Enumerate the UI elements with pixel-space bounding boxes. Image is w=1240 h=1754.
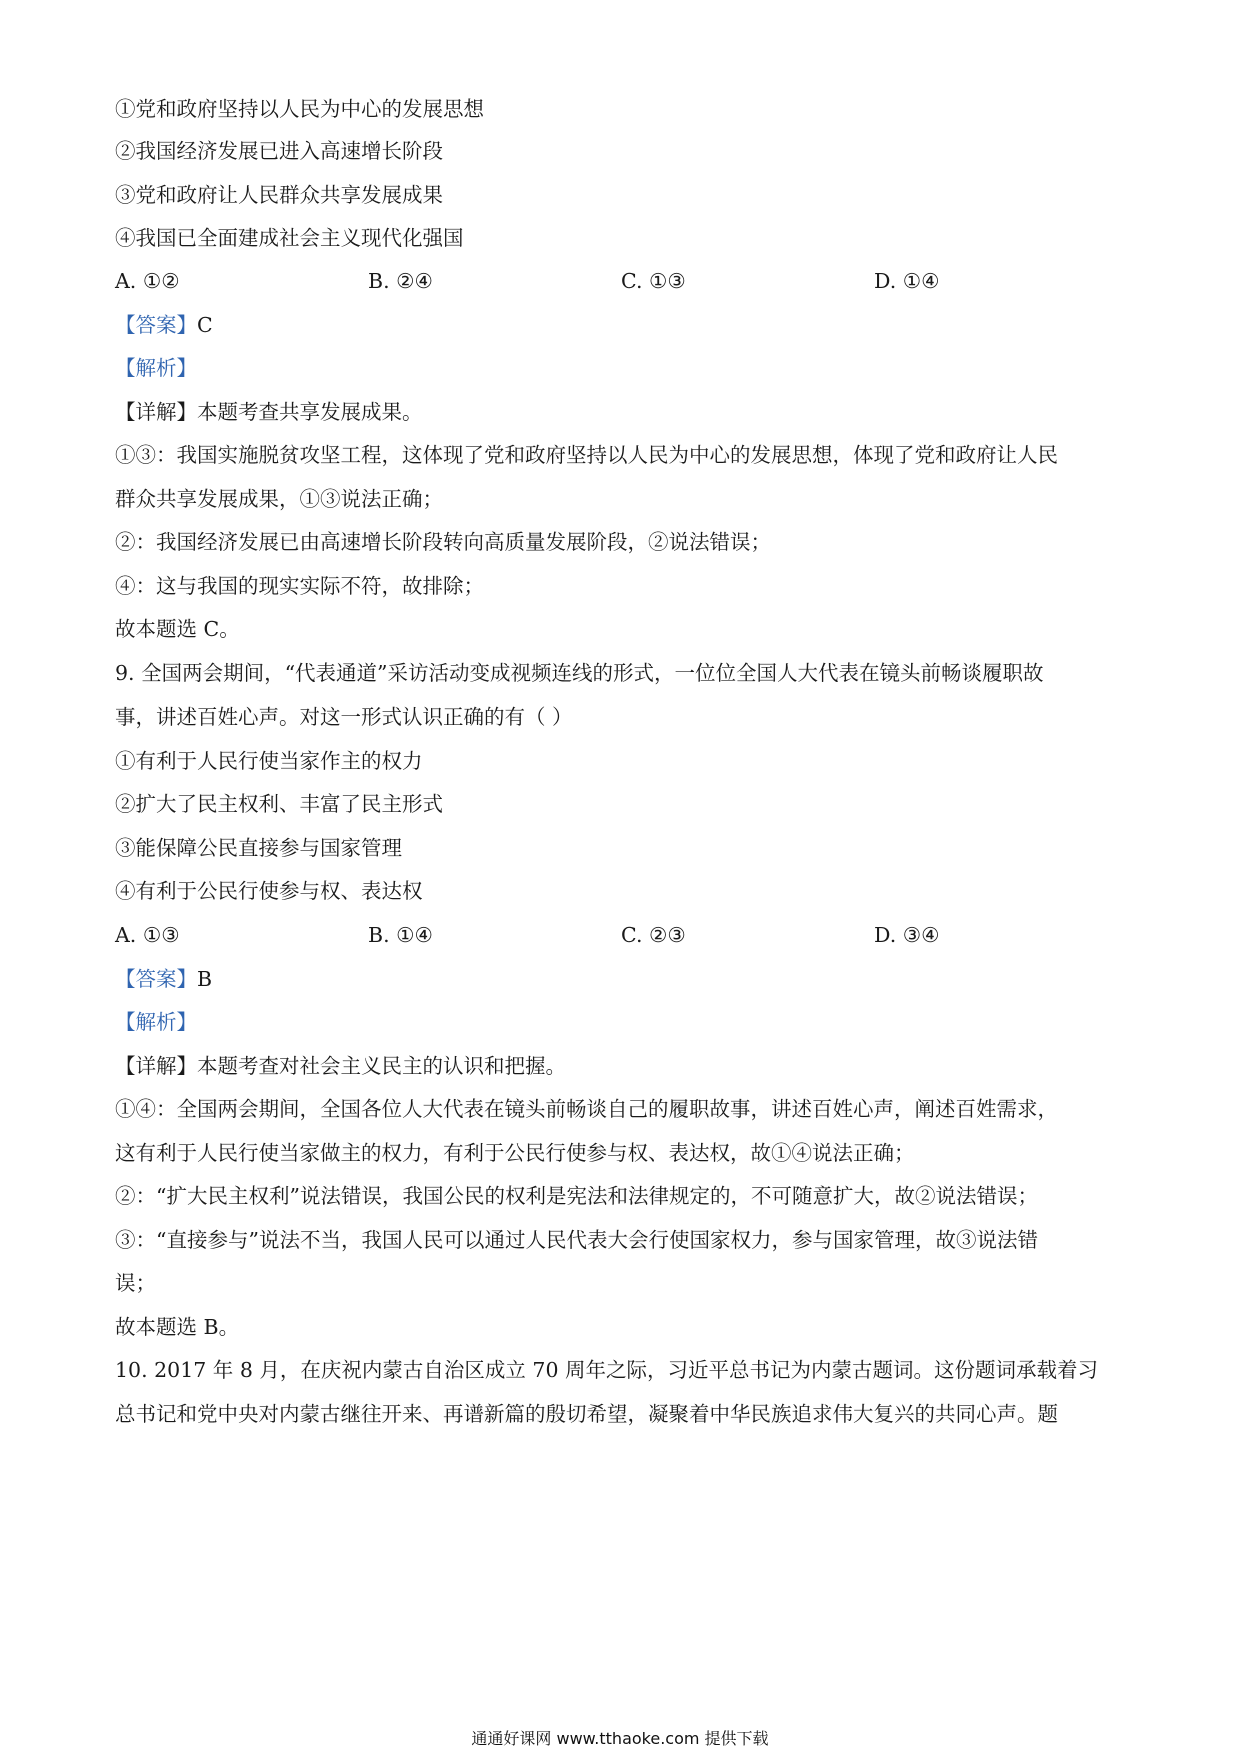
answer-value: B — [197, 967, 213, 991]
q8-explain-4: ④：这与我国的现实实际不符，故排除； — [115, 574, 484, 598]
q8-answer — [115, 310, 1135, 340]
q9-analysis — [115, 1007, 1135, 1037]
q8-option-b: B. ②④ — [368, 269, 433, 293]
detail-tag: 【详解】 — [115, 400, 197, 424]
q9-detail — [115, 1051, 1135, 1081]
analysis-tag: 【解析】 — [115, 356, 197, 380]
answer-tag: 【答案】 — [115, 313, 197, 337]
detail-tag: 【详解】 — [115, 1054, 197, 1078]
q8-option-a: A. ①② — [115, 269, 180, 293]
q9-statement-4: ④有利于公民行使参与权、表达权 — [115, 879, 423, 903]
q8-option-c: C. ①③ — [621, 269, 686, 293]
q9-statement-1: ①有利于人民行使当家作主的权力 — [115, 749, 423, 773]
detail-text: 本题考查对社会主义民主的认识和把握。 — [197, 1054, 566, 1078]
q9-option-b: B. ①④ — [368, 923, 433, 947]
q9-answer — [115, 964, 1135, 994]
q9-stem-1: 9. 全国两会期间，“代表通道”采访活动变成视频连线的形式，一位位全国人大代表在镜头前畅谈履职故 — [115, 661, 1044, 685]
answer-value: C — [197, 313, 213, 337]
q8-explain-1: ①③：我国实施脱贫攻坚工程，这体现了党和政府坚持以人民为中心的发展思想，体现了党和政府让人民 — [115, 443, 1058, 467]
q9-option-d: D. ③④ — [874, 923, 940, 947]
q9-conclusion: 故本题选 B。 — [115, 1315, 240, 1339]
q9-options — [115, 920, 1135, 950]
q9-statement-2: ②扩大了民主权利、丰富了民主形式 — [115, 792, 443, 816]
q9-option-c: C. ②③ — [621, 923, 686, 947]
q9-explain-2: 这有利于人民行使当家做主的权力，有利于公民行使参与权、表达权，故①④说法正确； — [115, 1141, 915, 1165]
q8-statement-3: ③党和政府让人民群众共享发展成果 — [115, 183, 443, 207]
q8-explain-3: ②：我国经济发展已由高速增长阶段转向高质量发展阶段，②说法错误； — [115, 530, 771, 554]
analysis-tag: 【解析】 — [115, 1010, 197, 1034]
q9-option-a: A. ①③ — [115, 923, 180, 947]
answer-tag: 【答案】 — [115, 967, 197, 991]
q9-explain-4: ③：“直接参与”说法不当，我国人民可以通过人民代表大会行使国家权力，参与国家管理，故③说法错 — [115, 1228, 1038, 1252]
q8-statement-2: ②我国经济发展已进入高速增长阶段 — [115, 139, 443, 163]
q8-explain-2: 群众共享发展成果，①③说法正确； — [115, 487, 443, 511]
q10-stem-2: 总书记和党中央对内蒙古继往开来、再谱新篇的殷切希望，凝聚着中华民族追求伟大复兴的共同心声。题 — [115, 1402, 1058, 1426]
q9-explain-5: 误； — [115, 1271, 156, 1295]
footer-source: 通通好课网 www.tthaoke.com 提供下载 — [471, 1729, 769, 1748]
q8-options — [115, 266, 1135, 296]
detail-text: 本题考查共享发展成果。 — [197, 400, 423, 424]
q9-explain-1: ①④：全国两会期间，全国各位人大代表在镜头前畅谈自己的履职故事，讲述百姓心声，阐述百姓需求， — [115, 1097, 1058, 1121]
q8-analysis — [115, 353, 1135, 383]
q9-stem-2: 事，讲述百姓心声。对这一形式认识正确的有（ ） — [115, 705, 573, 729]
q8-detail — [115, 397, 1135, 427]
q8-statement-1: ①党和政府坚持以人民为中心的发展思想 — [115, 97, 484, 121]
q10-stem-1: 10. 2017 年 8 月，在庆祝内蒙古自治区成立 70 周年之际，习近平总书记为内蒙古题词。这份题词承载着习 — [115, 1358, 1098, 1382]
q8-statement-4: ④我国已全面建成社会主义现代化强国 — [115, 226, 464, 250]
q9-explain-3: ②：“扩大民主权利”说法错误，我国公民的权利是宪法和法律规定的，不可随意扩大，故②说法错误； — [115, 1184, 1038, 1208]
q9-statement-3: ③能保障公民直接参与国家管理 — [115, 836, 402, 860]
q8-option-d: D. ①④ — [874, 269, 940, 293]
q8-conclusion: 故本题选 C。 — [115, 617, 240, 641]
